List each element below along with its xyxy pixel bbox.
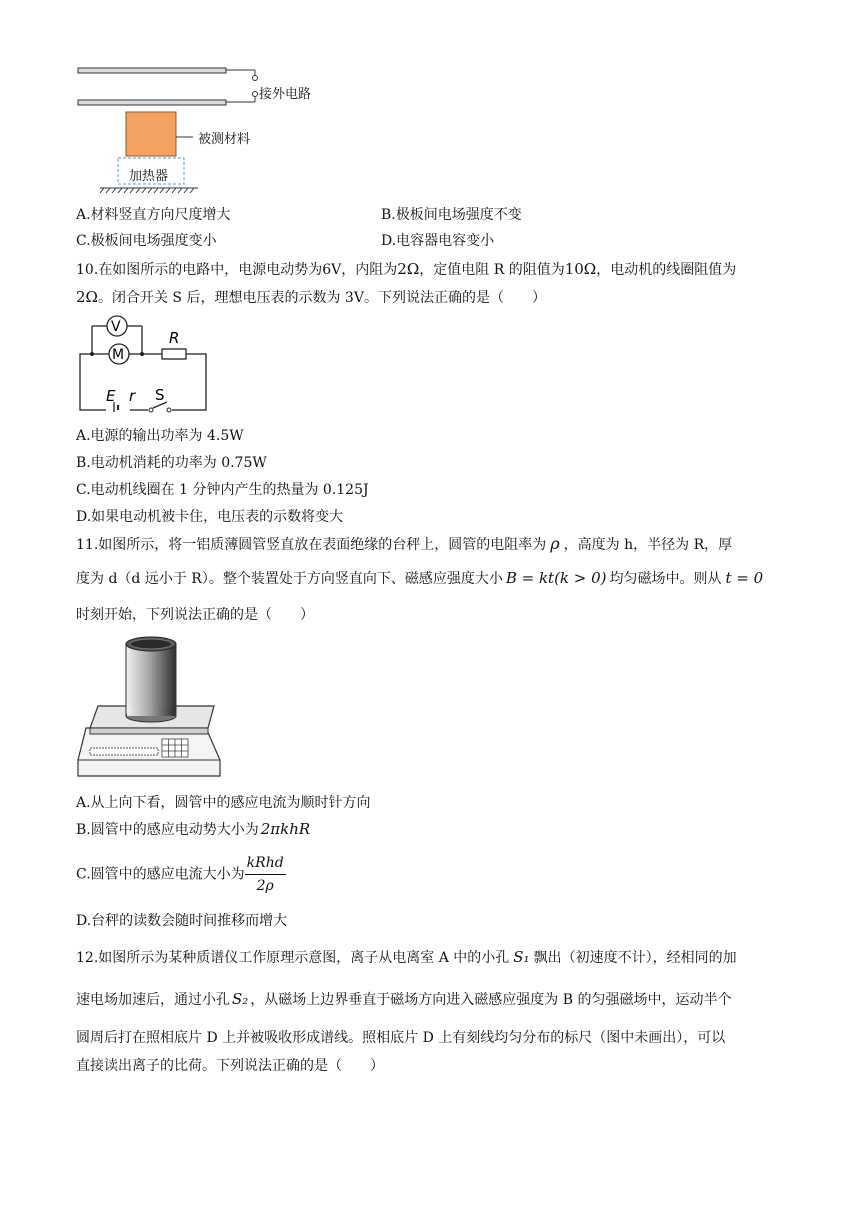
- aluminum-tube: [126, 644, 176, 716]
- resistivity-symbol: ρ: [550, 534, 560, 553]
- q11-stem-line1: [76, 533, 732, 556]
- q10-option-b: B.电动机消耗的功率为 0.75W: [76, 455, 267, 471]
- emf-label: E: [106, 387, 116, 405]
- q12-stem-part: 速电场加速后，通过小孔: [76, 992, 230, 1008]
- q9-option-c: C.极板间电场强度变小: [76, 233, 217, 249]
- material-label: 被测材料: [198, 132, 251, 147]
- q10-option-c: C.电动机线圈在 1 分钟内产生的热量为 0.125J: [76, 482, 369, 498]
- material-block: [126, 112, 176, 156]
- q11-option-c: [76, 852, 286, 897]
- s1-symbol: S₁: [513, 948, 530, 966]
- q10-option-d: D.如果电动机被卡住，电压表的示数将变大: [76, 509, 344, 525]
- s2-symbol: S₂: [232, 990, 249, 1008]
- time-formula: t = 0: [725, 569, 764, 587]
- motor-coil-resistance: 2Ω: [76, 288, 98, 306]
- q12-stem-part: ，从磁场上边界垂直于磁场方向进入磁感应强度为 B 的匀强磁场中，运动半个: [250, 992, 732, 1008]
- field-formula: B = kt(k > 0): [505, 569, 607, 587]
- q12-stem-part: 飘出（初速度不计），经相同的加: [533, 950, 737, 966]
- q9-option-b: B.极板间电场强度不变: [381, 207, 522, 223]
- q11-stem-part: 均匀磁场中。则从: [609, 571, 722, 587]
- q10-stem-part: 。闭合开关 S 后，理想电压表的示数为 3V。下列说法正确的是（ ）: [97, 290, 546, 306]
- q11-option-a: A.从上向下看，圆管中的感应电流为顺时针方向: [76, 795, 371, 811]
- switch-label: S: [155, 386, 165, 404]
- heater-label: 加热器: [129, 169, 169, 184]
- q9-option-a: A.材料竖直方向尺度增大: [76, 207, 231, 223]
- current-numerator: kRhd: [245, 852, 286, 875]
- q11-stem-part: 度为 d（d 远小于 R）。整个装置处于方向竖直向下、磁感应强度大小: [76, 571, 503, 587]
- q12-stem-line2: [76, 988, 731, 1011]
- q11-stem-line2: [76, 567, 763, 590]
- q12-stem-part: 12.如图所示为某种质谱仪工作原理示意图，离子从电离室 A 中的小孔: [76, 950, 510, 966]
- scale-keypad: [162, 739, 188, 757]
- q11-option-d: D.台秤的读数会随时间推移而增大: [76, 913, 288, 929]
- current-formula: [245, 852, 286, 897]
- q10-stem-part: ，定值电阻 R 的阻值为: [419, 262, 565, 278]
- scale-display: [90, 748, 158, 755]
- q11-option-b: [76, 818, 310, 841]
- q10-stem-part: ，电动机的线圈阻值为: [596, 262, 737, 278]
- motor-label: M: [112, 347, 125, 363]
- resistor-label: R: [169, 329, 180, 347]
- current-denominator: 2ρ: [256, 878, 274, 894]
- external-circuit-label: 接外电路: [259, 87, 312, 102]
- q12-stem-line4: 直接读出离子的比荷。下列说法正确的是（ ）: [76, 1058, 384, 1074]
- q11-option-c-text: C.圆管中的感应电流大小为: [76, 866, 245, 883]
- resistor-value: 10Ω: [564, 260, 597, 278]
- voltmeter-label: V: [111, 319, 121, 335]
- q9-option-d: D.电容器电容变小: [381, 233, 495, 249]
- resistor-icon: [162, 349, 186, 359]
- q10-stem-line1: [76, 258, 736, 281]
- emf-formula: 2πkhR: [260, 820, 311, 838]
- q11-option-b-text: B.圆管中的感应电动势大小为: [76, 822, 259, 838]
- q10-stem-part: 10.在如图所示的电路中，电源电动势为6V，内阻为: [76, 262, 398, 278]
- q10-stem-line2: [76, 286, 546, 309]
- internal-resistance-value: 2Ω: [397, 260, 420, 278]
- q12-stem-line3: 圆周后打在照相底片 D 上并被吸收形成谱线。照相底片 D 上有刻线均匀分布的标尺（图中未画出），可以: [76, 1030, 726, 1046]
- q11-stem-line3: 时刻开始，下列说法正确的是（ ）: [76, 607, 314, 623]
- q10-option-a: A.电源的输出功率为 4.5W: [76, 428, 244, 444]
- q11-stem-part: ，高度为 h，半径为 R，厚: [563, 537, 733, 553]
- internal-r-label: r: [129, 387, 136, 405]
- q11-stem-part: 11.如图所示，将一铝质薄圆管竖直放在表面绝缘的台秤上，圆管的电阻率为: [76, 537, 547, 553]
- scale-cylinder-figure: [76, 628, 224, 780]
- q12-stem-line1: [76, 946, 737, 969]
- circuit-diagram: [76, 312, 212, 414]
